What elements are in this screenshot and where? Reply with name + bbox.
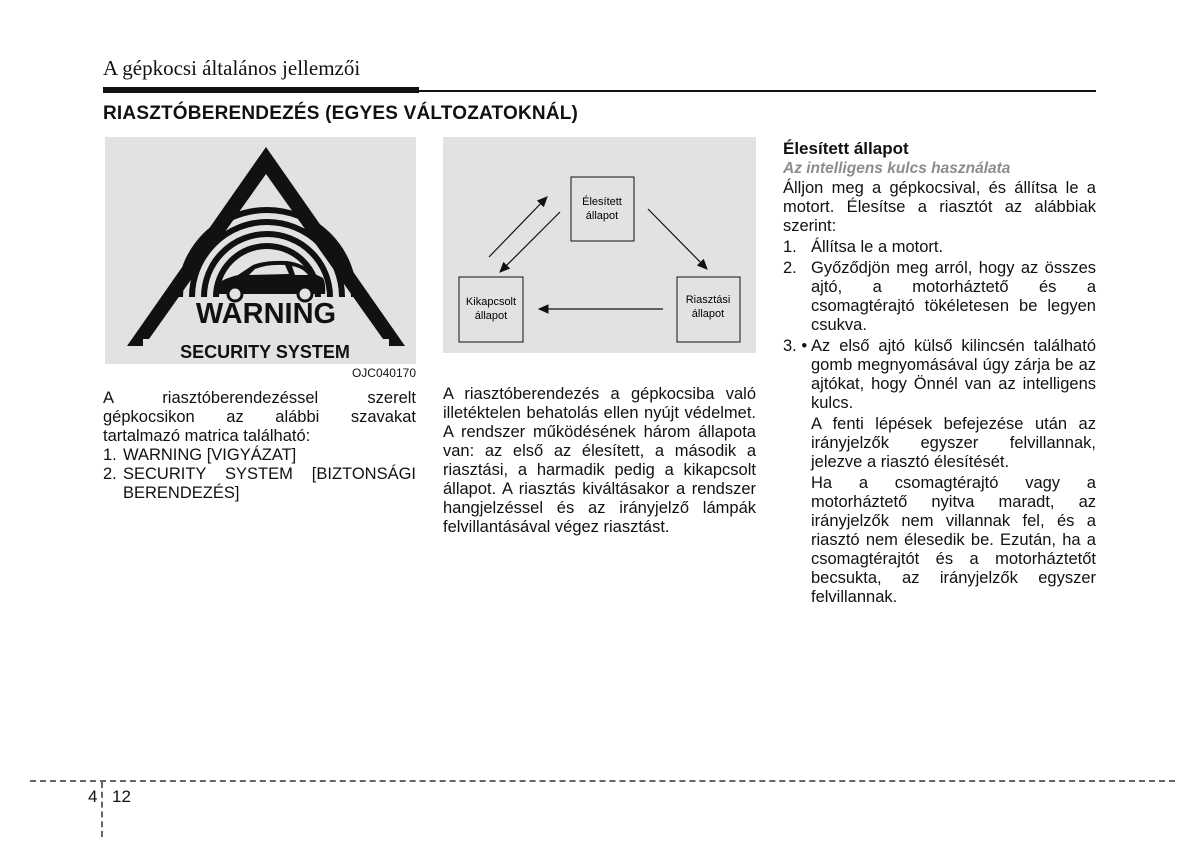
sticker-description [103, 389, 416, 503]
list-item [103, 446, 416, 465]
alarm-state-diagram [443, 137, 756, 353]
page-number: 12 [112, 787, 131, 806]
arrow-armed-to-disarmed [500, 212, 560, 272]
warning-sticker-figure [105, 137, 416, 364]
header-bar [103, 87, 419, 93]
smart-key-subheading: Az intelligens kulcs használata [783, 160, 1011, 177]
chapter-title: A gépkocsi általános jellemzői [103, 56, 361, 80]
step-text: Az első ajtó külső kilincsén található gomb megnyomásával úgy zárja be az ajtókat, hogy Önnél van az intelligens kulcs. [811, 337, 1096, 412]
security-system-label: SECURITY SYSTEM [180, 342, 350, 362]
sticker-intro: A riasztóberendezéssel szerelt gépkocsikon az alábbi szavakat tartalmazó matrica található: [103, 389, 416, 445]
list-number: 2. [103, 465, 117, 483]
arrow-armed-to-alarm [648, 209, 707, 269]
armed-state-label-1: Élesített [582, 196, 622, 208]
step-number: 1. [783, 238, 797, 256]
disarmed-state-label-2: állapot [474, 310, 508, 322]
step-item [783, 238, 1096, 257]
list-text: WARNING [VIGYÁZAT] [123, 446, 297, 464]
figure-code: OJC040170 [351, 366, 416, 380]
warning-triangle-icon [105, 137, 416, 364]
step-number: 2. [783, 259, 797, 277]
step-note: A fenti lépések befejezése után az irányjelzők egyszer felvillannak, jelezve a riasztó élesítését. [811, 415, 1096, 471]
header-rule [419, 90, 1096, 92]
chapter-number: 4 [88, 787, 98, 806]
step-text: Állítsa le a motort. [811, 238, 944, 256]
alarm-system-description: A riasztóberendezés a gépkocsiba való illetéktelen behatolás ellen nyújt védelmet. A rendszer működésének három állapota van: az első az élesített, a második a riasztási, a harmadik pedig a kikapcsolt állapot. A riasztás kiváltásakor a rendszer hangjelzéssel és az irányjelző lámpák felvillantásával végez riasztást. [443, 385, 756, 536]
step-item [783, 337, 1096, 413]
alarm-state-label-1: Riasztási [685, 294, 731, 306]
armed-state-label-2: állapot [585, 210, 619, 222]
armed-state-box [571, 177, 634, 241]
step-item [783, 259, 1096, 335]
step-number: 3. • [783, 337, 808, 355]
disarmed-state-label-1: Kikapcsolt [465, 296, 517, 308]
step-text: Győződjön meg arról, hogy az összes ajtó, a motorháztető és a csomagtérajtó tökéletesen be legyen csukva. [811, 259, 1096, 334]
list-number: 1. [103, 446, 117, 464]
warning-label: WARNING [195, 298, 337, 330]
armed-intro: Álljon meg a gépkocsival, és állítsa le a motort. Élesítse a riasztót az alábbiak szerint: [783, 179, 1096, 235]
list-text: SECURITY SYSTEM [BIZTONSÁGI BERENDEZÉS] [123, 465, 416, 502]
armed-state-heading: Élesített állapot [783, 139, 909, 158]
alarm-state-label-2: állapot [691, 308, 725, 320]
arrow-disarmed-to-armed [489, 197, 547, 257]
footer-divider [101, 782, 103, 837]
list-item [103, 465, 416, 503]
armed-state-section [783, 138, 1096, 607]
section-title: RIASZTÓBERENDEZÉS (EGYES VÁLTOZATOKNÁL) [103, 103, 579, 124]
footer-rule [30, 780, 1175, 782]
step-note: Ha a csomagtérajtó vagy a motorháztető nyitva maradt, az irányjelzők nem villannak fel, és a riasztó nem élesedik be. Ezután, ha a csomagtérajtót és a motorháztetőt becsukta, az irányjelzők egyszer felvillannak. [811, 474, 1096, 606]
